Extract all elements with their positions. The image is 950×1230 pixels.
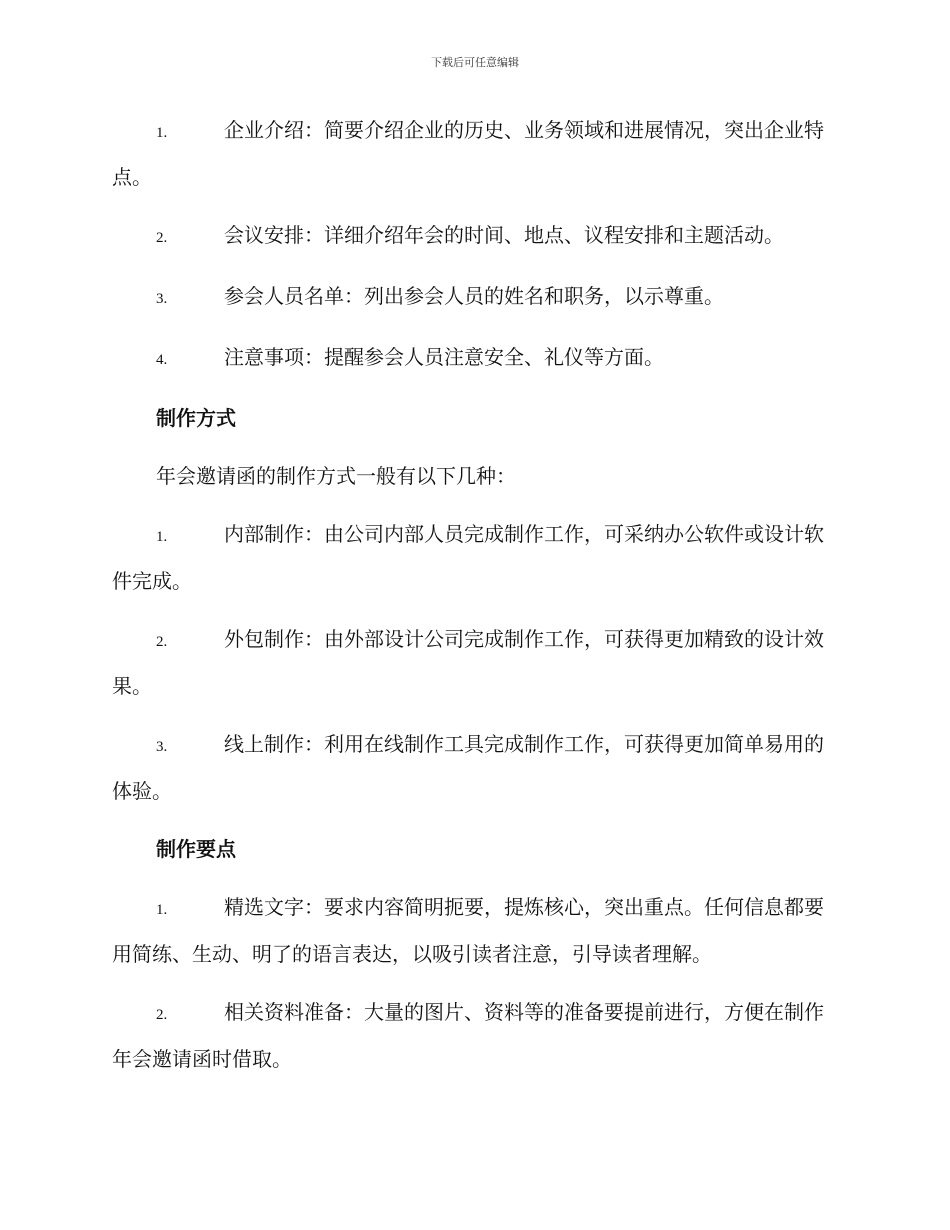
list-text: 会议安排：详细介绍年会的时间、地点、议程安排和主题活动。 — [224, 223, 784, 247]
list-number: 1. — [156, 125, 168, 141]
list-number: 4. — [156, 352, 168, 368]
list-number: 2. — [156, 1007, 168, 1023]
list-item — [112, 990, 838, 1081]
method-intro: 年会邀请函的制作方式一般有以下几种： — [156, 464, 516, 488]
list-item — [112, 885, 838, 976]
list-text: 企业介绍：简要介绍企业的历史、业务领域和进展情况，突出企业特点。 — [112, 118, 824, 189]
list-text: 相关资料准备：大量的图片、资料等的准备要提前进行，方便在制作年会邀请函时借取。 — [112, 1000, 824, 1071]
list-number: 3. — [156, 739, 168, 755]
list-item — [112, 108, 838, 199]
list-item — [112, 617, 838, 708]
list-number: 2. — [156, 634, 168, 650]
list-number: 2. — [156, 230, 168, 246]
list-text: 参会人员名单：列出参会人员的姓名和职务，以示尊重。 — [224, 284, 724, 308]
list-number: 1. — [156, 529, 168, 545]
list-item — [112, 512, 838, 603]
list-text: 注意事项：提醒参会人员注意安全、礼仪等方面。 — [224, 345, 664, 369]
list-item — [112, 213, 838, 260]
list-item — [112, 722, 838, 813]
list-text: 内部制作：由公司内部人员完成制作工作，可采纳办公软件或设计软件完成。 — [112, 522, 824, 593]
list-text: 外包制作：由外部设计公司完成制作工作，可获得更加精致的设计效果。 — [112, 627, 824, 698]
list-text: 线上制作：利用在线制作工具完成制作工作，可获得更加简单易用的体验。 — [112, 732, 824, 803]
list-number: 1. — [156, 902, 168, 918]
list-number: 3. — [156, 291, 168, 307]
document-body — [112, 108, 838, 1095]
list-item — [112, 335, 838, 382]
section-heading-points: 制作要点 — [156, 837, 236, 861]
list-text: 精选文字：要求内容简明扼要，提炼核心，突出重点。任何信息都要用简练、生动、明了的语言表达，以吸引读者注意，引导读者理解。 — [112, 895, 824, 966]
list-item — [112, 274, 838, 321]
section-heading-method: 制作方式 — [156, 406, 236, 430]
page-header: 下载后可任意编辑 — [431, 56, 519, 69]
